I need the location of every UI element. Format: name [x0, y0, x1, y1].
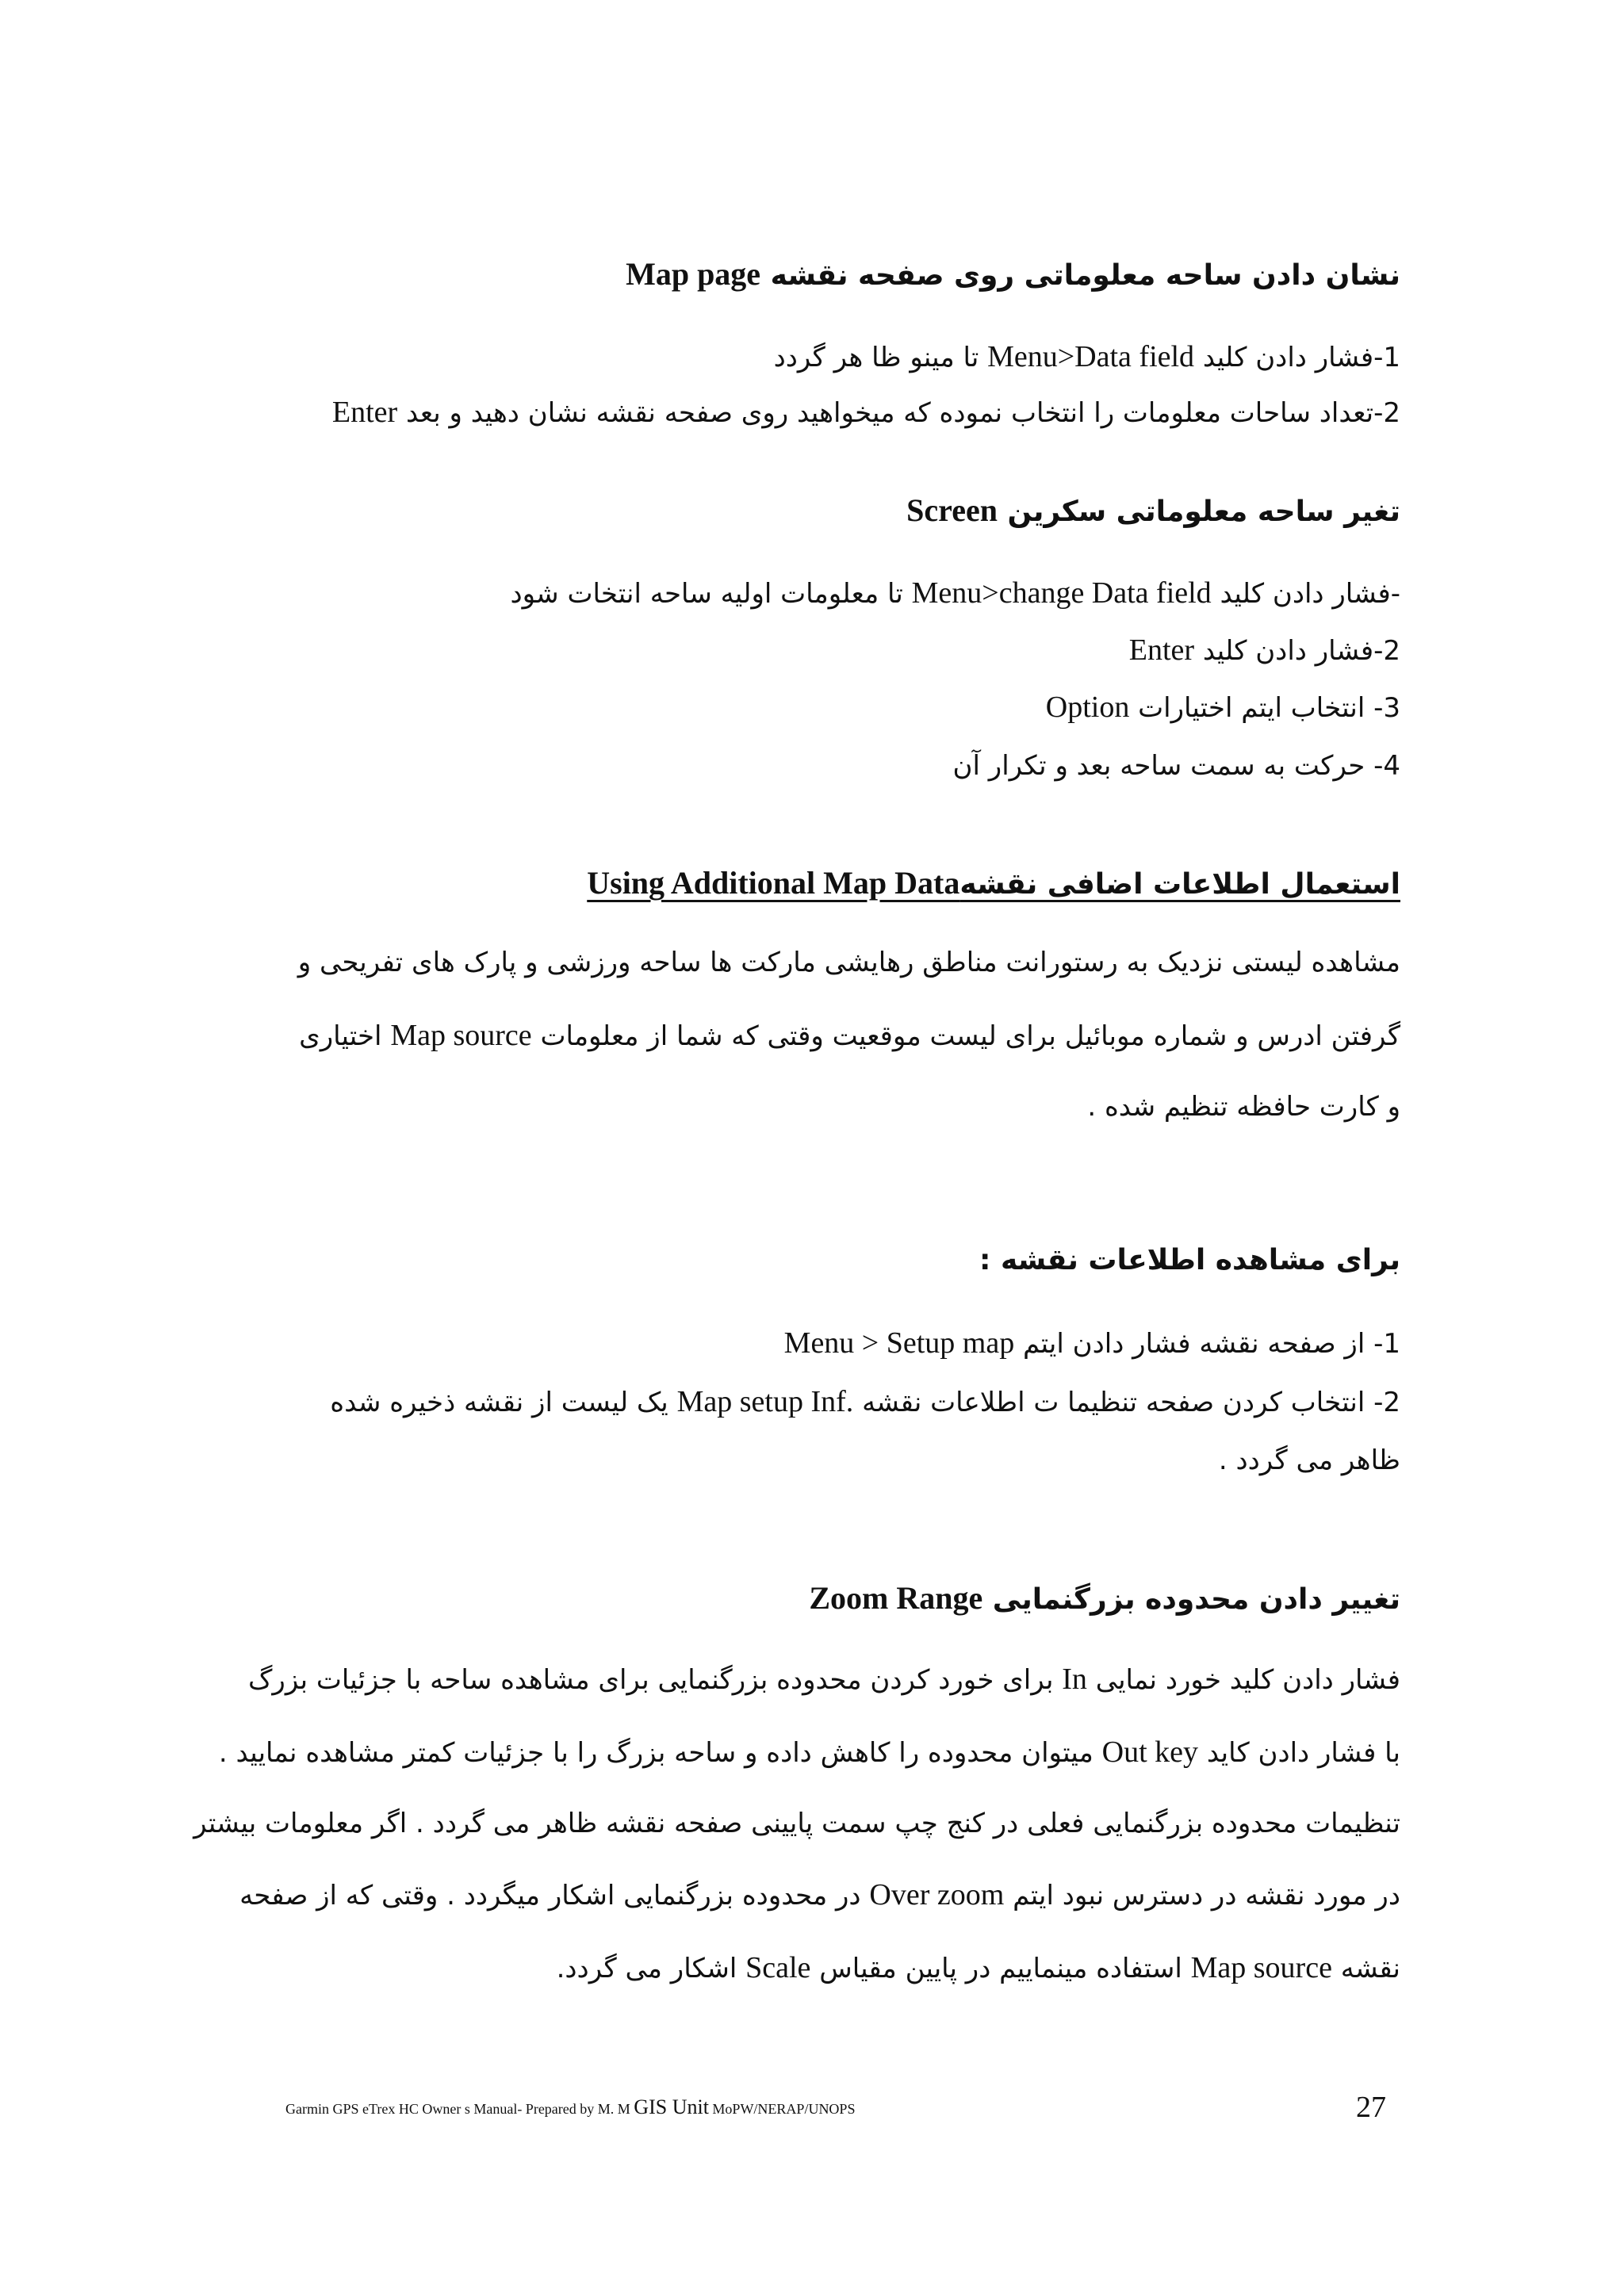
term: Scale	[745, 1951, 811, 1984]
step-text: تا معلومات اولیه ساحه انتخات شود	[510, 578, 903, 610]
key-name: Enter	[331, 396, 398, 429]
paragraph-text: گرفتن ادرس و شماره موبائیل برای لیست موقعیت وقتی که شما از معلومات	[540, 1020, 1400, 1052]
screen-step-2	[301, 631, 1400, 670]
paragraph-text: در محدوده بزرگنمایی اشکار میگردد . وقتی که از صفحه	[239, 1880, 861, 1911]
key-name: Map setup Inf.	[676, 1385, 854, 1418]
map-page-step-2	[301, 393, 1400, 432]
paragraph-text: و کارت حافظه تنظیم شده .	[1087, 1091, 1400, 1123]
heading-text-en: Zoom Range	[809, 1580, 983, 1616]
step-text: 2-فشار دادن کلید	[1202, 635, 1400, 667]
step-text: تا مینو ظا هر گردد	[773, 342, 979, 373]
key-name: Menu > Setup map	[783, 1326, 1015, 1360]
heading-text-fa: استعمال اطلاعات اضافی نقشه	[959, 868, 1400, 901]
screen-step-3	[301, 688, 1400, 727]
footer-credit	[285, 2096, 855, 2120]
heading-text-en: Screen	[906, 492, 998, 528]
section-heading-screen	[301, 492, 1400, 531]
additional-paragraph-line-3	[301, 1088, 1400, 1126]
zoom-paragraph-line-3	[193, 1804, 1400, 1843]
step-text: 1- از صفحه نقشه فشار دادن ایتم	[1023, 1328, 1400, 1360]
paragraph-text: برای خورد کردن محدوده بزرگنمایی برای مشاهده ساحه با جزئیات بزرگ	[247, 1664, 1054, 1696]
screen-step-4	[301, 747, 1400, 785]
footer-text: MoPW/NERAP/UNOPS	[708, 2101, 856, 2117]
paragraph-text: استفاده مینماییم در پایین مقیاس	[819, 1953, 1182, 1984]
key-name: Menu>Data field	[987, 340, 1195, 373]
paragraph-text: در مورد نقشه در دسترس نبود ایتم	[1013, 1880, 1400, 1911]
key-name: Enter	[1128, 633, 1195, 667]
key-name: In	[1062, 1663, 1087, 1696]
additional-paragraph-line-2	[301, 1016, 1400, 1055]
step-text: یک لیست از نقشه ذخیره شده	[330, 1387, 668, 1418]
heading-text-en: Using Additional Map Data	[587, 865, 960, 901]
paragraph-text: نقشه	[1340, 1953, 1400, 1984]
section-heading-zoom-range	[301, 1579, 1400, 1619]
term: Map source	[1190, 1951, 1332, 1984]
underlined-heading	[587, 865, 1400, 901]
step-text: 2-تعداد ساحات معلومات را انتخاب نموده که میخواهید روی صفحه نقشه نشان دهید و بعد	[406, 397, 1400, 429]
step-text: 2- انتخاب کردن صفحه تنظیما ت اطلاعات نقشه	[862, 1387, 1400, 1418]
heading-text-fa: تغییر دادن محدوده بزرگنمایی	[992, 1583, 1400, 1616]
view-info-step-1	[301, 1324, 1400, 1363]
view-info-step-2-continued	[301, 1441, 1400, 1479]
heading-text-en: Map page	[626, 256, 761, 292]
section-heading-view-map-info	[301, 1242, 1400, 1280]
key-name: Out key	[1101, 1735, 1199, 1769]
heading-text-fa: تغیر ساحه معلوماتی سکرین	[1007, 496, 1400, 528]
section-heading-map-page	[301, 255, 1400, 295]
heading-text-fa: برای مشاهده اطلاعات نقشه :	[979, 1244, 1400, 1276]
step-text: 1-فشار دادن کلید	[1202, 342, 1400, 373]
heading-text-fa: نشان دادن ساحه معلوماتی روی صفحه نقشه	[770, 259, 1400, 292]
zoom-paragraph-line-4	[239, 1876, 1400, 1915]
term: Map source	[390, 1019, 532, 1052]
step-text: -فشار دادن کلید	[1220, 578, 1400, 610]
step-text: ظاهر می گردد .	[1218, 1445, 1400, 1476]
paragraph-text: اشکار می گردد.	[556, 1953, 737, 1984]
map-page-step-1	[301, 338, 1400, 377]
paragraph-text: مشاهده لیستی نزدیک به رستورانت مناطق رهایشی مارکت ها ساحه ورزشی و پارک های تفریحی و	[297, 947, 1400, 978]
paragraph-text: تنظیمات محدوده بزرگنمایی فعلی در کنج چپ سمت پایینی صفحه نقشه ظاهر می گردد . اگر معلومات بیشتر	[193, 1808, 1400, 1839]
step-text: 3- انتخاب ایتم اختیارات	[1138, 692, 1400, 724]
paragraph-text: اختیاری	[299, 1020, 382, 1052]
zoom-paragraph-line-2	[218, 1733, 1400, 1772]
paragraph-text: با فشار دادن کاید	[1206, 1737, 1400, 1769]
key-name: Over zoom	[869, 1878, 1005, 1911]
page-number: 27	[1356, 2091, 1386, 2124]
view-info-step-2	[301, 1383, 1400, 1422]
zoom-paragraph-line-5	[301, 1949, 1400, 1988]
section-heading-additional-map-data	[301, 864, 1400, 904]
key-name: Menu>change Data field	[911, 576, 1212, 610]
additional-paragraph-line-1	[297, 943, 1400, 982]
step-text: 4- حرکت به سمت ساحه بعد و تکرار آن	[952, 750, 1400, 782]
footer-unit: GIS Unit	[634, 2095, 709, 2118]
zoom-paragraph-line-1	[247, 1660, 1400, 1699]
footer-text: Garmin GPS eTrex HC Owner s Manual- Prepared by M. M	[285, 2101, 634, 2117]
screen-step-1	[301, 574, 1400, 613]
paragraph-text: میتوان محدوده را کاهش داده و ساحه بزرگ را با جزئیات کمتر مشاهده نمایید .	[218, 1737, 1094, 1769]
paragraph-text: فشار دادن کلید خورد نمایی	[1095, 1664, 1400, 1696]
key-name: Option	[1045, 691, 1130, 724]
